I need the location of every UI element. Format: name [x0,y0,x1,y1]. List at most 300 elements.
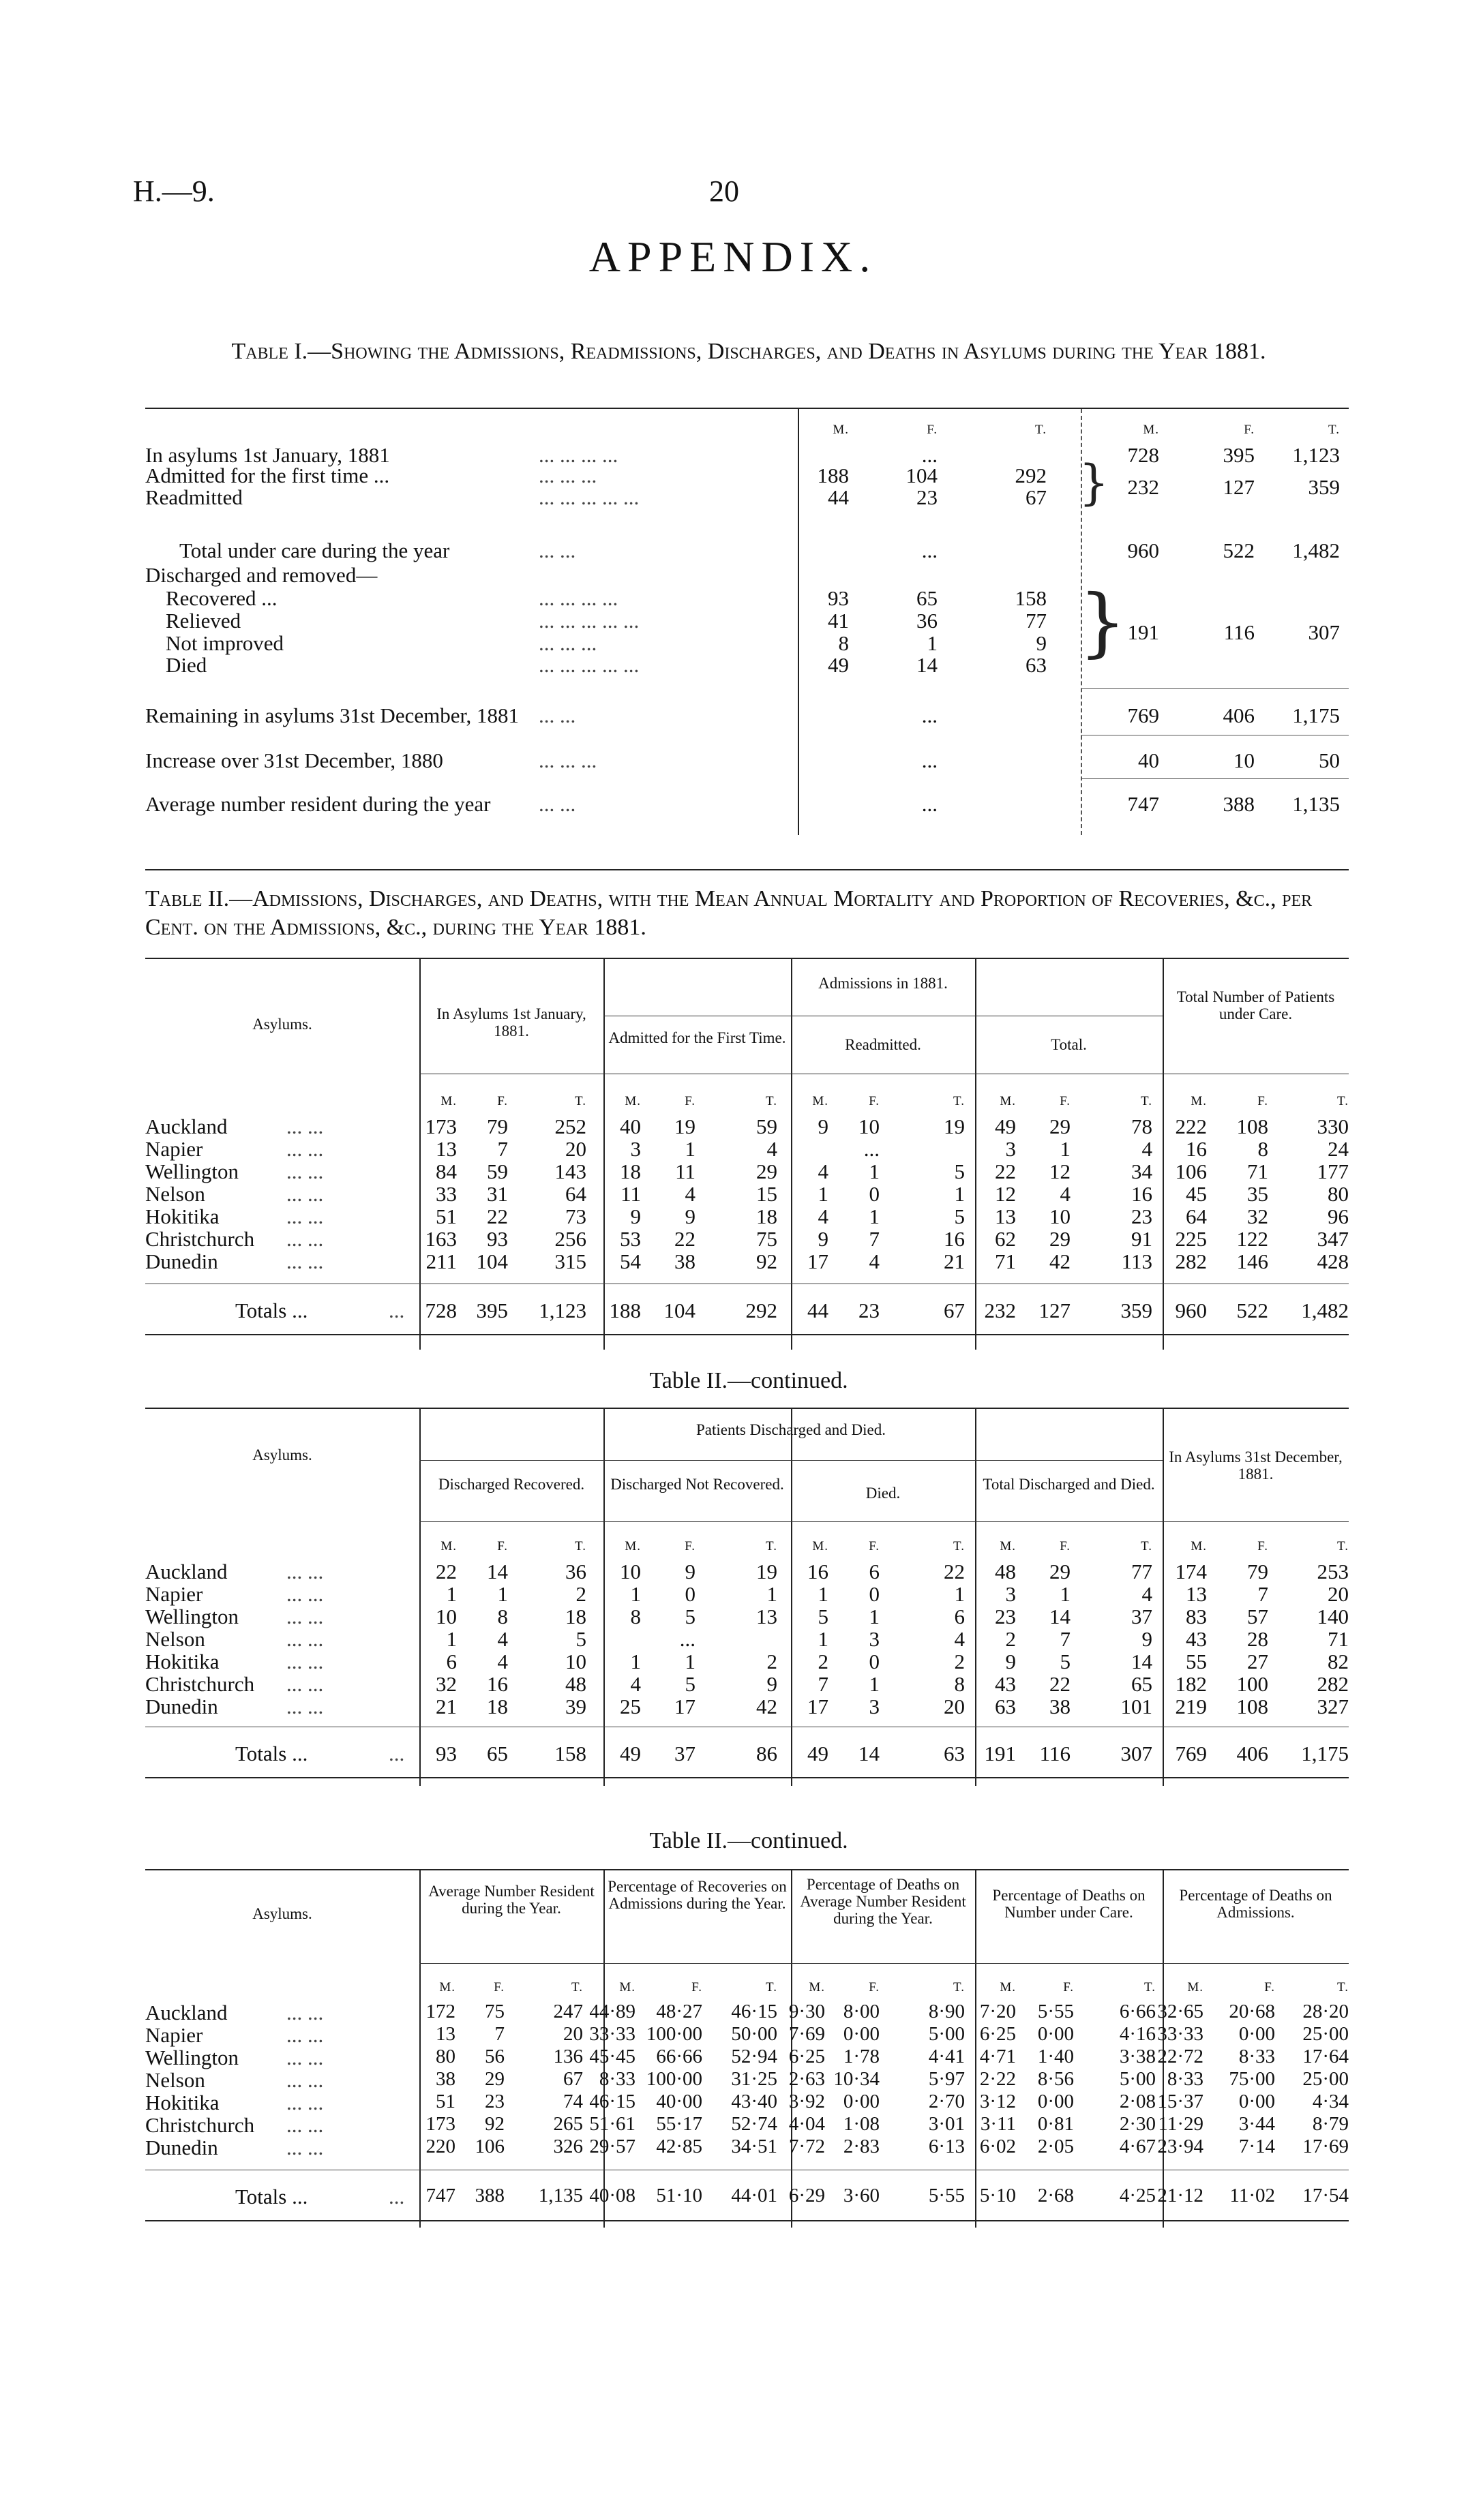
table2b-cell: 22 [944,1560,965,1583]
table2a-cell: 91 [1131,1227,1152,1251]
table2b-cell: 1 [818,1627,828,1651]
table1-cell: 41 [828,609,849,633]
table2c-cell: 6·25 [788,2046,825,2067]
table2b-totals-cell: 191 [984,1742,1016,1765]
table2a-cell: 71 [1247,1159,1268,1183]
table1-cell: 747 [1127,792,1159,816]
table2b-col-head: T. [766,1539,777,1553]
table2a-col-head: M. [625,1094,641,1108]
table2a-cell: 315 [554,1249,586,1273]
table2a-cell: 75 [756,1227,777,1251]
head-admissions: Admissions in 1881. [818,975,948,992]
table2a-cell: 7 [869,1227,880,1251]
table2b-cell: 22 [436,1560,457,1583]
table2a-cell: 40 [620,1114,641,1138]
table2b-cell: 7 [1257,1582,1268,1606]
table2b-cell: 6 [446,1650,457,1673]
table2c-cell: 7·72 [788,2136,825,2157]
table2a-cell: 347 [1317,1227,1349,1251]
table2c-cell: 0·00 [843,2023,880,2045]
table2b-cell: 327 [1317,1695,1349,1718]
table2b-row-leader: ... ... [286,1605,324,1628]
table2b-cell: 28 [1247,1627,1268,1651]
table2b-col-head: F. [869,1539,880,1553]
table2a-col-head: F. [1060,1094,1071,1108]
table2c-cell: 31·25 [731,2068,777,2090]
table2a-cell: 16 [944,1227,965,1251]
table2b-cell: 5 [575,1627,586,1651]
table2b-cell: 6 [954,1605,965,1628]
table2b-totals-cell: 14 [858,1742,880,1765]
table1-row-leader: ... ... ... ... [539,586,618,610]
table1-row-leader: ... ... ... [539,631,597,655]
table1-cell: 77 [1026,609,1047,633]
table2b-cell: 36 [565,1560,586,1583]
table2a-cell: 225 [1175,1227,1207,1251]
table2c-cell: 38 [436,2068,455,2090]
table2c-col-head: F. [691,1980,702,1994]
table1-row-leader: ... ... ... [539,748,597,772]
table2a-cell: 211 [425,1249,457,1273]
table1-row-label: Not improved [166,631,284,655]
table2c-cell: 7·14 [1238,2136,1275,2157]
head-pct-recoveries: Percentage of Recoveries on Admissions during the Year. [608,1878,787,1912]
table1-cell: 158 [1015,586,1047,610]
table1-row-label: Recovered ... [166,586,278,610]
table2c-cell: 43·40 [731,2091,777,2112]
table2c-cell: 220 [425,2136,455,2157]
table1-cell: 44 [828,485,849,509]
table2b-cell: 7 [1060,1627,1071,1651]
table2b-col-head: F. [497,1539,508,1553]
table2b-cell: 63 [995,1695,1016,1718]
page-number: 20 [709,174,739,208]
table2a-cell: 282 [1175,1249,1207,1273]
table2b-cell: 23 [995,1605,1016,1628]
table2c-cell: 25·00 [1302,2023,1349,2045]
table2c-top-rule [145,1869,1349,1870]
table2b-cell: 14 [487,1560,508,1583]
table1-admitted-total: 232 [1127,475,1159,499]
table1-row-leader: ... ... ... ... ... [539,485,640,509]
table2a-cell: 146 [1236,1249,1268,1273]
table2a-bottom-rule [145,1334,1349,1335]
table2b-cell: 5 [685,1672,695,1696]
table2c-cell: 6·02 [979,2136,1016,2157]
table2a-cell: 9 [818,1227,828,1251]
table2b-cell: 10 [436,1605,457,1628]
table2c-cell: 66·66 [656,2046,702,2067]
table2c-cell: 22·72 [1157,2046,1203,2067]
table2b-cell: 20 [1328,1582,1349,1606]
head-pct-deaths-avg: Percentage of Deaths on Average Number Resident during the Year. [800,1876,966,1927]
table1-bottom-rule [145,869,1349,870]
table1-cell: 188 [817,464,849,487]
table1-row-label: Died [166,653,207,677]
table2a-cell: 4 [1141,1137,1152,1161]
table2c-cell: 67 [563,2068,583,2090]
table2a-row-leader: ... ... [286,1114,324,1138]
table2b-head-rule [419,1521,1349,1522]
table2a-row-name: Nelson [145,1182,205,1206]
table2a-cell: 35 [1247,1182,1268,1206]
table2a-col-head: T. [953,1094,965,1108]
head-under-care: Total Number of Patients under Care. [1176,988,1335,1022]
table2c-cell: 2·30 [1119,2113,1156,2135]
table1-row-label: Increase over 31st December, 1880 [145,748,443,772]
table2c-cell: 17·64 [1302,2046,1349,2067]
table2b-cell: 182 [1175,1672,1207,1696]
table2c-cell: 3·38 [1119,2046,1156,2067]
table2c-totals-cell: 2·68 [1037,2185,1074,2206]
table2b-col-head: T. [575,1539,586,1553]
table2c-row-leader: ... ... [286,2046,324,2069]
table2b-cell: 5 [685,1605,695,1628]
table2c-cell: 48·27 [656,2001,702,2022]
table2b-cell: 17 [807,1695,828,1718]
table2c-cell: 52·94 [731,2046,777,2067]
table1-cell: ... [921,443,938,467]
table2c-cell: 4·16 [1119,2023,1156,2045]
table2a-cell: 104 [476,1249,508,1273]
table2a-col-head: T. [766,1094,777,1108]
table2c-cell: 3·12 [979,2091,1016,2112]
table2a-cell: 64 [565,1182,586,1206]
table2b-cell: 18 [487,1695,508,1718]
table2c-cell: 55·17 [656,2113,702,2135]
table2a-totals-label: Totals ... [235,1299,308,1322]
table2a-totals-cell: 104 [663,1299,695,1322]
table2b-cell: 1 [954,1582,965,1606]
table2a-totals-cell: 395 [476,1299,508,1322]
table2c-cell: 74 [563,2091,583,2112]
table2c-cell: 75 [485,2001,505,2022]
table2a-cell: 9 [818,1114,828,1138]
table2b-totals-cell: 307 [1120,1742,1152,1765]
head-avg: Average Number Resident during the Year. [428,1883,595,1917]
table2c-cell: 0·81 [1037,2113,1074,2135]
table2b-totals-cell: 49 [620,1742,641,1765]
table2c-cell: 92 [485,2113,505,2135]
table2c-row-leader: ... ... [286,2001,324,2024]
table2a-cell: 7 [497,1137,508,1161]
table1-cell: ... [921,538,938,562]
table2a-col-head: F. [869,1094,880,1108]
table1-row-label: Average number resident during the year [145,792,491,816]
table2a-totals-cell: 960 [1175,1299,1207,1322]
table2c-cell: 4·34 [1312,2091,1349,2112]
table2c-cell: 11·29 [1158,2113,1203,2135]
table2a-cell: 38 [674,1249,695,1273]
table2a-cell: 18 [620,1159,641,1183]
table2a-totals-cell: 67 [944,1299,965,1322]
table2c-bottom-rule [145,2220,1349,2221]
table2b-caption: Table II.—continued. [649,1368,848,1393]
table2b-cell: 1 [869,1605,880,1628]
table2a-row-name: Auckland [145,1114,228,1138]
table2c-cell: 80 [436,2046,455,2067]
table2a-row-leader: ... ... [286,1159,324,1183]
table2c-cell: 3·92 [788,2091,825,2112]
table2c-caption: Table II.—continued. [649,1828,848,1853]
table2a-totals-cell: 522 [1236,1299,1268,1322]
table2a-cell: 177 [1317,1159,1349,1183]
table2b-cell: 13 [1186,1582,1207,1606]
table2b-bottom-rule [145,1777,1349,1778]
table2b-col-head: M. [440,1539,457,1553]
table2c-cell: 0·00 [1037,2091,1074,2112]
table2c-cell: 2·05 [1037,2136,1074,2157]
table2a-col-divider [791,958,792,1350]
table2a-row-leader: ... ... [286,1137,324,1161]
table2c-col-head: F. [1063,1980,1074,1994]
table2c-cell: 23 [485,2091,505,2112]
brace-icon: } [1079,455,1109,511]
table2c-col-head: M. [1187,1980,1203,1994]
table2a-cell: 49 [995,1114,1016,1138]
table2c-totals-leader: ... [389,2185,405,2208]
table2a-cell: 108 [1236,1114,1268,1138]
table2b-totals-cell: 93 [436,1742,457,1765]
table2a-cell: 9 [630,1204,641,1228]
table2c-col-head: F. [494,1980,505,1994]
table2a-cell: 96 [1328,1204,1349,1228]
table2a-cell: 73 [565,1204,586,1228]
table2a-cell: 163 [425,1227,457,1251]
table2c-row-name: Auckland [145,2001,228,2024]
table2a-cell: 113 [1121,1249,1152,1273]
table2b-cell: 83 [1186,1605,1207,1628]
table2c-totals-label: Totals ... [235,2185,308,2208]
head-asylums: Asylums. [252,1446,312,1463]
table2a-row-leader: ... ... [286,1182,324,1206]
table1-row-label: Admitted for the first time ... [145,464,390,487]
table2c-totals-cell: 51·10 [656,2185,702,2206]
table2a-cell: 1 [685,1137,695,1161]
table2c-cell: 0·00 [1037,2023,1074,2045]
table2c-col-head: T. [766,1980,777,1994]
table2c-cell: 1·40 [1037,2046,1074,2067]
table2c-cell: 51·61 [589,2113,635,2135]
table2b-cell: 55 [1186,1650,1207,1673]
table2b-cell: 1 [766,1582,777,1606]
table2c-cell: 7·20 [979,2001,1016,2022]
table2b-cell: 79 [1247,1560,1268,1583]
table2b-cell: 25 [620,1695,641,1718]
table2c-cell: 34·51 [731,2136,777,2157]
table2c-cell: 15·37 [1157,2091,1203,2112]
table2b-row-leader: ... ... [286,1560,324,1583]
head-in-asylums: In Asylums 1st January, 1881. [436,1005,586,1039]
table2a-cell: 11 [620,1182,641,1206]
table2b-cell: ... [679,1627,695,1651]
table2c-totals-cell: 4·25 [1119,2185,1156,2206]
table1-caption: Table I.—Showing the Admissions, Readmissions, Discharges, and Deaths in Asylums during the Year 1881. [231,339,1266,364]
table1-cell: ... [921,703,938,727]
table2b-cell: 4 [954,1627,965,1651]
table2b-cell: 16 [487,1672,508,1696]
table2b-cell: 48 [565,1672,586,1696]
table2a-totals-cell: 1,123 [539,1299,586,1322]
table1-col-head: T. [1035,423,1047,437]
table1-cell: 50 [1319,748,1340,772]
table2a-cell: 222 [1175,1114,1207,1138]
table2a-totals-cell: 292 [745,1299,777,1322]
table1-cell: ... [921,748,938,772]
table2a-totals-cell: 127 [1038,1299,1071,1322]
table2c-cell: 4·04 [788,2113,825,2135]
table1-top-rule [145,408,1349,409]
table2a-cell: ... [863,1137,880,1161]
table2b-cell: 10 [620,1560,641,1583]
table2b-cell: 42 [756,1695,777,1718]
table2b-cell: 5 [818,1605,828,1628]
table2a-cell: 12 [995,1182,1016,1206]
table2b-cell: 282 [1317,1672,1349,1696]
table2a-row-name: Napier [145,1137,203,1161]
head-in-asylums-end: In Asylums 31st December, 1881. [1169,1448,1343,1483]
table2c-cell: 2·63 [788,2068,825,2090]
table2c-cell: 100·00 [646,2068,702,2090]
table2c-cell: 8·90 [928,2001,965,2022]
table2c-row-leader: ... ... [286,2113,324,2137]
table2b-cell: 38 [1049,1695,1071,1718]
table2b-cell: 2 [1005,1627,1016,1651]
table2b-cell: 82 [1328,1650,1349,1673]
table2b-row-leader: ... ... [286,1695,324,1718]
table2b-cell: 7 [818,1672,828,1696]
table1-cell: 23 [916,485,938,509]
table2b-cell: 20 [944,1695,965,1718]
head-total: Total. [1051,1036,1087,1053]
table2b-cell: 57 [1247,1605,1268,1628]
head-asylums: Asylums. [252,1016,312,1033]
table1-cell: 388 [1223,792,1255,816]
table2b-col-head: M. [1191,1539,1207,1553]
head-readmitted: Readmitted. [845,1036,921,1053]
table2c-cell: 8·33 [1167,2068,1203,2090]
table2b-cell: 8 [954,1672,965,1696]
table2c-cell: 13 [436,2023,455,2045]
table2c-cell: 28·20 [1302,2001,1349,2022]
table2b-cell: 100 [1236,1672,1268,1696]
table2a-col-head: M. [1000,1094,1016,1108]
table2b-cell: 2 [954,1650,965,1673]
table1-row-label: In asylums 1st January, 1881 [145,443,390,467]
table2b-col-head: M. [625,1539,641,1553]
table2c-cell: 7·69 [788,2023,825,2045]
table2c-cell: 172 [425,2001,455,2022]
table1-cell: 1 [927,631,938,655]
table2c-cell: 20 [563,2023,583,2045]
table2c-cell: 136 [553,2046,583,2067]
table2b-col-head: M. [1000,1539,1016,1553]
head-total-discharged: Total Discharged and Died. [983,1476,1155,1493]
table2b-cell: 37 [1131,1605,1152,1628]
table2a-cell: 1 [954,1182,965,1206]
table2c-cell: 33·33 [589,2023,635,2045]
table1-cell: 93 [828,586,849,610]
table2c-totals-cell: 747 [425,2185,455,2206]
table2b-cell: 140 [1317,1605,1349,1628]
table2b-cell: 253 [1317,1560,1349,1583]
table2b-row-name: Napier [145,1582,203,1606]
table1-row-label: Relieved [166,609,241,633]
table2a-cell: 59 [487,1159,508,1183]
table1-col-head: F. [1244,423,1255,437]
table2a-cell: 5 [954,1204,965,1228]
table2a-cell: 16 [1186,1137,1207,1161]
table2a-cell: 330 [1317,1114,1349,1138]
table2b-cell: 21 [436,1695,457,1718]
table2c-cell: 0·00 [1238,2091,1275,2112]
table2b-cell: 1 [1060,1582,1071,1606]
table2c-row-name: Hokitika [145,2091,220,2114]
table2c-row-name: Dunedin [145,2136,218,2159]
table2b-cell: 6 [869,1560,880,1583]
table2c-totals-cell: 40·08 [589,2185,635,2206]
table2a-cell: 19 [944,1114,965,1138]
table2a-cell: 1 [818,1182,828,1206]
table2a-cell: 32 [1247,1204,1268,1228]
table1-cell: 1,175 [1292,703,1340,727]
head-not-recovered: Discharged Not Recovered. [610,1476,784,1493]
table2c-cell: 173 [425,2113,455,2135]
table2a-cell: 42 [1049,1249,1071,1273]
table2b-row-leader: ... ... [286,1582,324,1606]
table1-cell: 960 [1127,538,1159,562]
table2a-cell: 92 [756,1249,777,1273]
table2b-cell: 14 [1131,1650,1152,1673]
table2b-cell: 22 [1049,1672,1071,1696]
table2c-cell: 1·08 [843,2113,880,2135]
table2a-cell: 4 [818,1159,828,1183]
table1-col-head: M. [833,423,849,437]
table2b-cell: 3 [1005,1582,1016,1606]
table1-admitted-total: 127 [1223,475,1255,499]
table2b-col-head: M. [812,1539,828,1553]
table2a-cell: 29 [756,1159,777,1183]
table2b-cell: 14 [1049,1605,1071,1628]
table2b-cell: 1 [630,1650,641,1673]
table1-col-head: M. [1143,423,1159,437]
table2a-cell: 13 [436,1137,457,1161]
table2a-row-leader: ... ... [286,1227,324,1251]
table1-cell: 9 [1036,631,1047,655]
table1-cell: 36 [916,609,938,633]
table2c-cell: 56 [485,2046,505,2067]
table2b-cell: 5 [1060,1650,1071,1673]
table2c-cell: 2·22 [979,2068,1016,2090]
table2a-cell: 15 [756,1182,777,1206]
table2b-cell: 29 [1049,1560,1071,1583]
table2b-cell: 1 [630,1582,641,1606]
table2b-cell: 4 [1141,1582,1152,1606]
table2c-cell: 6·25 [979,2023,1016,2045]
table1-discharged-total: 191 [1127,620,1159,644]
table1-row-label: Total under care during the year [179,538,450,562]
table2a-col-head: T. [1141,1094,1152,1108]
table2a-cell: 79 [487,1114,508,1138]
table2c-cell: 8·79 [1312,2113,1349,2135]
table2b-cell: 1 [446,1627,457,1651]
table2b-cell: 19 [756,1560,777,1583]
table2a-cell: 8 [1257,1137,1268,1161]
table2c-cell: 29 [485,2068,505,2090]
table2a-cell: 17 [807,1249,828,1273]
table1-row-leader: ... ... ... ... ... [539,653,640,677]
table2b-col-head: F. [1060,1539,1071,1553]
